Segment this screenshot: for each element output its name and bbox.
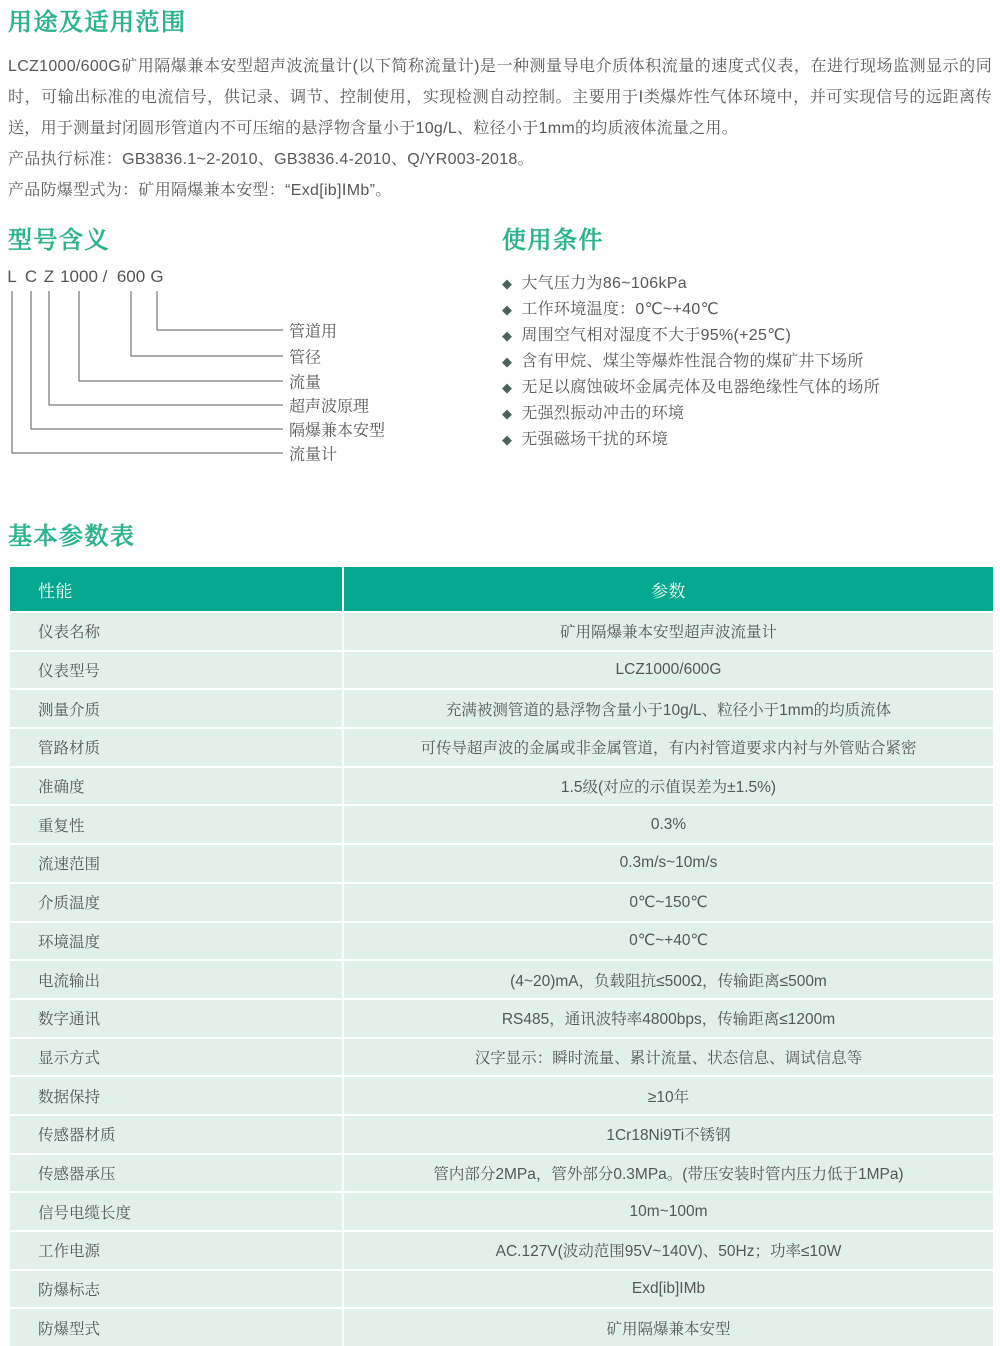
- param-row-value: 汉字显示：瞬时流量、累计流量、状态信息、调试信息等: [344, 1039, 993, 1076]
- condition-text: 无强磁场干扰的环境: [521, 431, 669, 448]
- param-row-name: 电流输出: [10, 961, 342, 998]
- param-row-name: 数据保持: [10, 1077, 342, 1114]
- param-row-value: LCZ1000/600G: [344, 652, 993, 689]
- param-row-value: 1.5级(对应的示值误差为±1.5%): [344, 768, 993, 805]
- param-row-value: ≥10年: [344, 1077, 993, 1114]
- model-part-600: 600: [116, 267, 146, 286]
- model-meaning-label: 管径: [289, 349, 322, 367]
- param-row-name: 工作电源: [10, 1232, 342, 1269]
- model-code-diagram: [8, 267, 502, 487]
- parameters-table: [10, 567, 993, 1346]
- param-row-name: 传感器承压: [10, 1155, 342, 1192]
- model-meaning-label: 流量: [289, 374, 322, 392]
- model-part-G: G: [150, 267, 164, 286]
- model-part-Z: Z: [43, 267, 55, 286]
- condition-item: [502, 297, 992, 323]
- conditions-section: [502, 226, 992, 487]
- condition-text: 无强烈振动冲击的环境: [521, 405, 685, 422]
- param-row-name: 环境温度: [10, 923, 342, 960]
- param-row-name: 管路材质: [10, 729, 342, 766]
- param-row-name: 数字通讯: [10, 1000, 342, 1037]
- explosion-proof-type-line: 产品防爆型式为：矿用隔爆兼本安型：“Exd[ib]ⅠMb”。: [8, 182, 392, 199]
- param-row-name: 重复性: [10, 806, 342, 843]
- model-meaning-label: 隔爆兼本安型: [289, 422, 386, 440]
- model-part-1000: 1000: [60, 267, 98, 286]
- model-section: [8, 226, 502, 487]
- param-row-name: 测量介质: [10, 690, 342, 727]
- param-row-name: 准确度: [10, 768, 342, 805]
- param-row-name: 传感器材质: [10, 1116, 342, 1153]
- usage-section-title: 用途及适用范围: [8, 9, 187, 36]
- conditions-section-title: 使用条件: [502, 227, 604, 254]
- diamond-bullet-icon: ◆: [502, 354, 513, 369]
- param-row-value: 管内部分2MPa，管外部分0.3MPa。(带压安装时管内压力低于1MPa): [344, 1155, 993, 1192]
- model-meaning-label: 管道用: [289, 323, 338, 341]
- usage-paragraph: LCZ1000/600G矿用隔爆兼本安型超声波流量计(以下简称流量计)是一种测量导电介质体积流量的速度式仪表，在进行现场监测显示的同时，可输出标准的电流信号，供记录、调节、控制使用，实现检测自动控制。主要用于Ⅰ类爆炸性气体环境中，并可实现信号的远距离传送，用于测量封闭圆形管道内不可压缩的悬浮物含量小于10g/L、粒径小于1mm的均质液体流量之用。: [8, 58, 992, 137]
- table-header-parameter: 参数: [344, 567, 993, 611]
- param-row-name: 信号电缆长度: [10, 1193, 342, 1230]
- condition-item: [502, 427, 992, 453]
- model-meaning-label: 超声波原理: [289, 398, 370, 416]
- param-row-value: RS485，通讯波特率4800bps，传输距离≤1200m: [344, 1000, 993, 1037]
- param-row-value: 0.3%: [344, 806, 993, 843]
- product-standards-line: 产品执行标准：GB3836.1~2-2010、GB3836.4-2010、Q/YR003-2018。: [8, 151, 534, 168]
- param-row-name: 仪表型号: [10, 652, 342, 689]
- param-row-value: 0℃~+40℃: [344, 923, 993, 960]
- diamond-bullet-icon: ◆: [502, 432, 513, 447]
- param-row-name: 介质温度: [10, 884, 342, 921]
- diamond-bullet-icon: ◆: [502, 302, 513, 317]
- condition-text: 工作环境温度：0℃~+40℃: [521, 301, 719, 318]
- usage-section: [8, 8, 992, 206]
- param-row-value: 充满被测管道的悬浮物含量小于10g/L、粒径小于1mm的均质流体: [344, 690, 993, 727]
- param-row-value: AC.127V(波动范围95V~140V)、50Hz；功率≤10W: [344, 1232, 993, 1269]
- param-row-value: 可传导超声波的金属或非金属管道，有内衬管道要求内衬与外管贴合紧密: [344, 729, 993, 766]
- table-header-performance: 性能: [10, 567, 342, 611]
- diamond-bullet-icon: ◆: [502, 406, 513, 421]
- param-row-value: 10m~100m: [344, 1193, 993, 1230]
- diamond-bullet-icon: ◆: [502, 380, 513, 395]
- param-row-name: 防爆型式: [10, 1309, 342, 1346]
- condition-item: [502, 401, 992, 427]
- condition-text: 大气压力为86~106kPa: [521, 275, 687, 292]
- param-row-value: 矿用隔爆兼本安型超声波流量计: [344, 613, 993, 650]
- param-row-value: 0.3m/s~10m/s: [344, 845, 993, 882]
- condition-item: [502, 323, 992, 349]
- model-and-conditions-band: [8, 226, 992, 487]
- model-part-L: L: [7, 267, 17, 286]
- condition-item: [502, 349, 992, 375]
- condition-item: [502, 375, 992, 401]
- param-row-name: 流速范围: [10, 845, 342, 882]
- param-row-value: 1Cr18Ni9Ti不锈钢: [344, 1116, 993, 1153]
- param-row-name: 仪表名称: [10, 613, 342, 650]
- param-row-name: 防爆标志: [10, 1271, 342, 1308]
- model-meaning-label: 流量计: [289, 446, 338, 464]
- condition-text: 无足以腐蚀破坏金属壳体及电器绝缘性气体的场所: [521, 379, 880, 396]
- model-part-C: C: [24, 267, 38, 286]
- param-row-value: Exd[ib]IMb: [344, 1271, 993, 1308]
- param-row-name: 显示方式: [10, 1039, 342, 1076]
- param-row-value: 0℃~150℃: [344, 884, 993, 921]
- condition-text: 周围空气相对湿度不大于95%(+25℃): [521, 327, 792, 344]
- diamond-bullet-icon: ◆: [502, 328, 513, 343]
- parameters-section: [8, 522, 992, 1346]
- condition-text: 含有甲烷、煤尘等爆炸性混合物的煤矿井下场所: [521, 353, 864, 370]
- param-row-value: (4~20)mA，负载阻抗≤500Ω，传输距离≤500m: [344, 961, 993, 998]
- condition-item: [502, 271, 992, 297]
- diamond-bullet-icon: ◆: [502, 276, 513, 291]
- model-connector-lines: [8, 267, 502, 487]
- conditions-list: [502, 271, 992, 453]
- param-row-value: 矿用隔爆兼本安型: [344, 1309, 993, 1346]
- parameters-section-title: 基本参数表: [8, 523, 136, 550]
- model-section-title: 型号含义: [8, 227, 110, 254]
- model-part-slash: /: [102, 267, 108, 286]
